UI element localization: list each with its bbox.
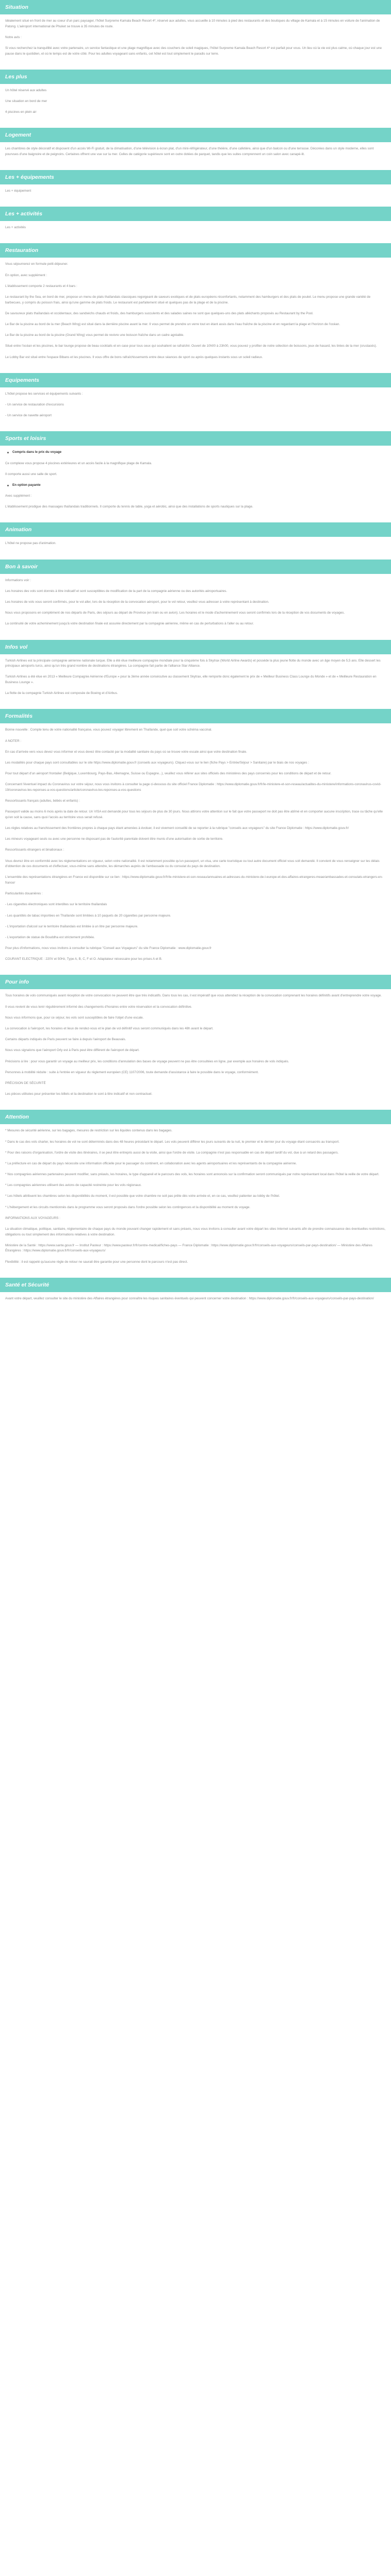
section-body [0,989,391,1110]
section-body [0,654,391,709]
paragraph: Les horaires de vols vous seront confirmés, pour le vol aller, lors de la réception de la convocation aéroport, pour le vol retour, veuillez vous adresser à votre représentant à destination. [5,600,269,604]
paragraph: Les règles relatives au franchissement des frontières propres à chaque pays étant amenées à évoluer, il est vivement conseillé de se reporter à la rubrique "conseils aux voyageurs" du site France Diplomatie : https://www.diplomatie.gouv.fr/ [5,826,349,830]
paragraph: Ce complexe vous propose 4 piscines extérieures et un accès facile à la magnifique plage de Kamala. [5,461,152,465]
section-body [0,1124,391,1277]
paragraph: Flexibilité : il est rappelé qu'aucune règle de retour ne saurait être garantie pour une personne dont le parcours n'est pas direct. [5,1260,188,1264]
section-header: Bon à savoir [0,560,391,574]
section-body [0,142,391,170]
paragraph: Le Lobby Bar est situé entre l'espace Bibans et les piscines. Il vous offre de bons rafraîchissements entre deux séances de sport ou après quelques instants sous un soleil radieux. [5,355,263,359]
paragraph: * Les compagnies aériennes utilisent des avions de capacité restreinte pour les vols régionaux. [5,1183,142,1188]
paragraph: Avant votre départ, veuillez consulter le site du ministère des Affaires étrangères pour connaître les risques sanitaires éventuels qui peuvent concerner votre destination : https://www.diplomatie.gouv.fr/fr/conseils-aux-voyageurs/conseils-par-pays-destination/ [5,1296,374,1300]
paragraph: Il vous revient de vous tenir régulièrement informé des changements d'horaires entre votre réservation et la convocation définitive. [5,1005,192,1009]
paragraph: Personnes à mobilité réduite : suite à l'entrée en vigueur du règlement européen (CE) 1107/2006, toute demande d'assistance à faire le possible dans le voyage, conformément. [5,1070,259,1074]
paragraph: * Mesures de sécurité aérienne, sur les bagages, mesures de restriction sur les liquides contenus dans les bagages. [5,1129,173,1133]
paragraph: Précisions à lire : pour vous garantir un voyage au meilleur prix, les conditions d'annulation des bases de voyage peuvent ne pas être consultées en ligne, par exemple aux horaires de vols indiqués. [5,1059,289,1063]
section-header: Les + équipements [0,170,391,184]
paragraph: - Les quantités de tabac importées en Thaïlande sont limitées à 10 paquets de 20 cigarettes par personne majeure. [5,913,171,918]
paragraph: COURANT ELECTRIQUE : 220V et 50Hz, Type A, B, C, F et O. Adaptateur nécessaire pour les prises A et B. [5,957,162,961]
bullet-item: Compris dans le prix du voyage [5,450,386,455]
paragraph: * Dans le cas des vols charter, les horaires de vol ne sont déterminés dans des 48 heures précédant le départ. Les vols peuvent différer les jours suivants de la nuit, le premier et le dernier jour du voyage étant consacrés au transport. [5,1140,340,1144]
paragraph: Le restaurant by the Sea, en bord de mer, propose un menu de plats thaïlandais classiques regorgeant de saveurs exotiques et de plats européens réconfortants, notamment des hamburgers et des plats de poulet. Le menu propose une grande variété de barbecues, y compris du poisson frais, ainsi qu'une gamme de plats froids. Le restaurant est parfaitement situé et quelques pas de la plage et de la piscine. [5,295,371,304]
paragraph: Un hôtel réservé aux adultes [5,88,47,92]
paragraph: Informations voir : [5,578,31,582]
paragraph: Il comporte aussi une salle de sport. [5,472,57,476]
paragraph: - Un service de restauration d'excursions [5,402,64,406]
paragraph: Les mineurs voyageant seuls ou avec une personne ne disposant pas de l'autorité parentale doivent être munis d'une autorisation de sortie de territoire. [5,837,223,841]
section-header: Restauration [0,243,391,258]
paragraph: Les horaires des vols sont donnés à titre indicatif et sont susceptibles de modification de la part de la compagnie aérienne ou des autorités aéroportuaires. [5,589,227,593]
section-header: Les plus [0,70,391,84]
paragraph: * La préfecture en cas de départ du pays nécessite une information officielle pour le passager du continent, en collaboration avec les agents aéroportuaires et les représentants de la compagnie aérienne. [5,1161,297,1165]
paragraph: L'hôtel propose les services et équipements suivants : [5,392,83,396]
paragraph: En cas d'arrivée vers vous devez vous informer et vous devez être contacté par la modalité sanitaire du pays où se trouve votre escale ainsi que votre destination finale. [5,750,247,754]
paragraph: * Pour des raisons d'organisation, l'ordre de visite des itinéraires, il se peut être entrepris aussi de la visite, ainsi que l'ordre de visite. La compagnie n'est pas responsable en cas de départ tardif du vol, due à un retard des passagers. [5,1150,339,1155]
paragraph: * Nos compagnies aériennes partenaires peuvent modifier, sans préavis, les horaires, le type d'appareil et le parcours des vols, les horaires sont annoncés sur la confirmation seront communiqués par notre représentant local dans l'hôtel la veille de votre départ. [5,1173,380,1177]
paragraph: Une situation en bord de mer [5,99,47,103]
paragraph: * L'hébergement et les circuits mentionnés dans le programme vous seront proposés dans l'ordre possible selon les contingences et la disponibilité au moment du voyage. [5,1205,251,1209]
section-header: Attention [0,1110,391,1124]
paragraph: Ressortissants français (adultes, bébés et enfants) : [5,799,80,803]
paragraph: En option, avec supplément : [5,273,47,277]
paragraph: Si vous recherchez la tranquillité avec votre partenaire, un service fantastique et une plage magnifique avec des couchers de soleil magiques, l'hôtel Surpreme Kamala Beach Resort 4* est parfait pour vous. Un lieu où la vie est plus calme, où chaque jour est une pause dans le quotidien, et où le temps est de votre côté. Pour les adultes voyageant sans enfants, cet hôtel est tout simplement le paradis sur terre. [5,46,383,56]
paragraph: Pour plus d'informations, nous vous invitons à consulter la rubrique "Conseil aux Voyageurs" du site France Diplomatie : www.diplomatie.gouv.fr [5,946,212,951]
section-header: Pour info [0,975,391,989]
paragraph: A NOTER : [5,739,22,743]
section-body [0,537,391,559]
section-body [0,446,391,522]
paragraph: Nous vous proposons en complément de nos départs de Paris, des séjours au départ de Province (en train ou en avion). Les horaires et le mode d'acheminement vous seront confirmés lors de la réception de vos documents de voyages. [5,611,345,615]
section-header: Animation [0,522,391,537]
paragraph: Pour tout départ d'un aéroport frontalier (Belgique, Luxembourg, Pays-Bas, Allemagne, Suisse ou Espagne...), veuillez vous référer aux sites officiels des ministères des pays concernés pour les conditions de départ et de retour. [5,772,332,776]
paragraph: Ministère de la Santé : https://www.sante.gouv.fr — Institut Pasteur : https://www.pasteur.fr/fr/centre-medical/fiches-pays — France Diplomatie : https://www.diplomatie.gouv.fr/fr/conseils-aux-voyageurs/conseils-par-pays-destination/ — Ministère des Affaires Étrangères : https://www.diplomatie.gouv.fr/fr/conseils-aux-voyageurs/ [5,1243,373,1253]
paragraph: Les pièces utilisées pour présenter les billets et la destination le sont à titre indicatif et non contractuel. [5,1092,153,1096]
paragraph: Les + équipement [5,189,31,193]
paragraph: - L'exportation de statue de Bouddha est strictement prohibée. [5,935,95,939]
bullet-list [5,450,386,455]
paragraph: Avec supplément : [5,494,32,498]
paragraph: Turkish Airlines est la principale compagnie aérienne nationale turque. Elle a été élue meilleure compagnie mondiale pour la cinquième fois à Skytrax (World Airline Awards) et possède la plus jeune flotte du monde avec un âge moyen de 5,5 ans. Elle dessert les principaux aéroports turcs, ainsi qu'un très grand nombre de destinations étrangères. La compagnie fait partie de l'alliance Star Alliance. [5,658,382,668]
section-body [0,221,391,243]
section-header: Situation [0,0,391,14]
paragraph: Vous devrez être en conformité avec les réglementations en vigueur, selon votre nationalité. Il est notamment possible qu'un passeport, un visa, une carte touristique ou tout autre document officiel vous soit demandé. Il convient de vous renseigner sur les délais d'obtention de ces documents et d'effectuer, vous-même sans attendre, les démarches auprès de l'ambassade ou du consulat du pays de destination. [5,859,381,869]
paragraph: - Les cigarettes électroniques sont interdites sur le territoire thaïlandais [5,903,107,907]
paragraph: L'hôtel ne propose pas d'animation. [5,541,57,546]
section-header: Infos vol [0,640,391,654]
section-body [0,184,391,207]
paragraph: Concernant l'éventuel impact du Coronavirus sur votre séjour, nous vous invitons à consulter la page ci-dessous du site officiel France Diplomatie : https://www.diplomatie.gouv.fr/fr/le-ministere-et-son-reseau/actualites-du-ministere/informations-coronavirus-covid-19/coronavirus-les-reponses-a-vos-questions/article/coronavirus-les-reponses-a-vos-questions [5,783,381,792]
section-header: Logement [0,128,391,142]
paragraph: Le Bar de la piscine au bord de la mer (Beach Wing) est situé dans la dernière piscine avant la mer. Il vous permet de prendre un verre tout en étant assis dans l'eau fraîche de la piscine et en regardant la plage et l'horizon de l'océan. [5,323,340,326]
paragraph: Les + activités [5,226,26,230]
paragraph: Turkish Airlines a été élue en 2013 « Meilleure Compagnie Aérienne d'Europe » pour la 3ème année consécutive au classement Skytrax, elle remporte donc également le prix de « Meilleur Business Class Lounge du Monde » et de « Meilleure Restauration en Business Lounge ». [5,675,378,684]
paragraph: Tous horaires de vols communiqués avant réception de votre convocation ne peuvent être que très indicatifs. Dans tous les cas, il est impératif que vous attendiez la réception de la convocation comprenant les horaires définitifs avant d'entreprendre votre voyage. [5,994,382,998]
paragraph: De savoureux plats thaïlandais et occidentaux, des sandwichs chauds et froids, des hamburgers succulents et des salades saines ne sont que quelques-uns des plats alléchants proposés au Restaurant by the Pool. [5,311,314,315]
paragraph: La situation climatique, politique, sanitaire, réglementaire de chaque pays du monde pouvant changer rapidement et sans préavis, nous vous invitons à consulter avant votre départ les sites Internet suivants afin de prendre connaissance des éventuelles restrictions, obligations ou tout simplement des informations relatives à votre destination. [5,1227,386,1236]
section-body [0,84,391,128]
bullet-item: En option payante [5,483,386,488]
paragraph: L'ensemble des représentations étrangères en France est disponible sur ce lien : https://www.diplomatie.gouv.fr/fr/le-ministere-et-son-reseau/annuaires-et-adresses-du-ministere-de-l-europe-et-des-affaires-etrangeres-meae/ambassades-et-consulats-etrangers-en-france/ [5,875,383,885]
paragraph: - Un service de navette aéroport [5,414,52,418]
section-body [0,387,391,432]
section-body [0,258,391,372]
paragraph: La flotte de la compagnie Turkish Airlines est composée de Boeing et d'Airbus. [5,691,118,696]
paragraph: La continuité de votre acheminement jusqu'à votre destination finale est assurée directement par la compagnie aérienne, même en cas de perturbations à l'aller ou au retour. [5,622,254,626]
paragraph: - L'importation d'alcool sur le territoire thaïlandais est limitée à un litre par personne majeure. [5,924,138,928]
paragraph: Nous vous informons que, pour ce séjour, les vols sont susceptibles de faire l'objet d'une escale. [5,1015,144,1020]
paragraph: * Les hôtels attribuent les chambres selon les disponibilités du moment, il est possible que votre chambre ne soit pas prête dès votre arrivée et, en ce cas, veuillez patienter au lobby de l'hôtel. [5,1194,280,1198]
section-body [0,14,391,70]
section-body [0,574,391,640]
paragraph: Ressortissants étrangers et binationaux : [5,848,64,852]
paragraph: Bonne nouvelle : Compte tenu de votre nationalité française, vous pouvez voyager librement en Thaïlande, quel que soit votre schéma vaccinal. [5,728,213,732]
paragraph: PRÉCISION DE SÉCURITÉ [5,1081,46,1085]
paragraph: Les chambres de style décoratif et disposent d'un accès Wi-Fi gratuit, de la climatisation, d'une télévision à écran plat, d'un mini-réfrigérateur, d'une théière, d'une cafetière, ainsi que d'un balcon ou d'une terrasse. Décorées dans un style moderne, elles sont pourvues d'une baignoire et de peignoirs. Certaines offrent une vue sur la mer. Celles de catégorie supérieure sont en outre dotées de parquet, tandis que les suites comprennent un coin salon avec canapé-lit. [5,147,375,156]
section-body [0,723,391,975]
section-header: Sports et loisirs [0,431,391,446]
paragraph: INFORMATIONS AUX VOYAGEURS : [5,1216,60,1220]
paragraph: Certains départs indiqués de Paris peuvent se faire à depuis l'aéroport de Beauvais. [5,1038,126,1042]
paragraph: L'établissement prodigue des massages thaïlandais traditionnels. Il comporte du tennis de table, yoga et aérobic, ainsi que des installations de sports nautiques sur la plage. [5,505,253,509]
paragraph: Notre avis : [5,35,22,39]
paragraph: La convocation à l'aéroport, les horaires et lieux de rendez-vous et le plan de vol définitif vous seront communiqués dans les 48h avant le départ. [5,1027,214,1030]
section-header: Formalités [0,709,391,723]
paragraph: 4 piscines en plein air [5,110,37,114]
paragraph: Situé entre l'océan et les piscines, le bar lounge propose de beau cocktails et en case pour tous ceux qui souhaitent se rafraîchir. Ouvert de 10h00 à 23h00, vous pouvez y profiter de notre sélection de boissons, jeux de hasard, les tirées de la mer (crustacés). [5,344,377,348]
section-header: Santé et Sécurité [0,1278,391,1292]
paragraph: Les modalités pour chaque pays sont consultables sur le site https://www.diplomatie.gouv.fr (conseils aux voyageurs). Cliquez-vous sur le lien (fiche Pays > Entrée/Séjour > Sanitaire) par le biais de nos voyages : [5,760,309,765]
paragraph: Idéalement situé en front de mer au coeur d'un parc paysager, l'hôtel Surpreme Kamala Beach Resort 4*, réservé aux adultes, vous accueille à 10 minutes à pied des restaurants et des boutiques du village de Kamala et à 15 minutes en voiture de l'animation de Patong. L'aéroport international de Phuket se trouve à 35 minutes de route. [5,19,381,28]
paragraph: Le Bar de la piscine au bord de la piscine (Grand Wing) vous permet de revivre une boisson fraîche dans un cadre agréable. [5,333,184,337]
bullet-list [5,483,386,488]
paragraph: Nous vous signalons que l'aéroport Orly est à Paris peut être différent de l'aéroport de départ. [5,1048,140,1053]
paragraph: Passeport valide au moins 6 mois après la date de retour. Un VISA est demandé pour tous les séjours de plus de 30 jours. Nous attirons votre attention sur le fait que votre passeport ne doit pas être abîmé et en comporter aucune inscription, trace ou tâche qu'elle qu'en soit la cause, sans quoi l'accès au territoire vous serait refusé. [5,810,384,819]
paragraph: L'établissement comporte 2 restaurants et 4 bars : [5,284,77,288]
section-body [0,1292,391,1314]
paragraph: Particularités douanières : [5,892,43,896]
section-header: Equipements [0,373,391,387]
section-header: Les + activités [0,207,391,221]
paragraph: Vous séjournerez en formule petit-déjeuner. [5,262,68,266]
